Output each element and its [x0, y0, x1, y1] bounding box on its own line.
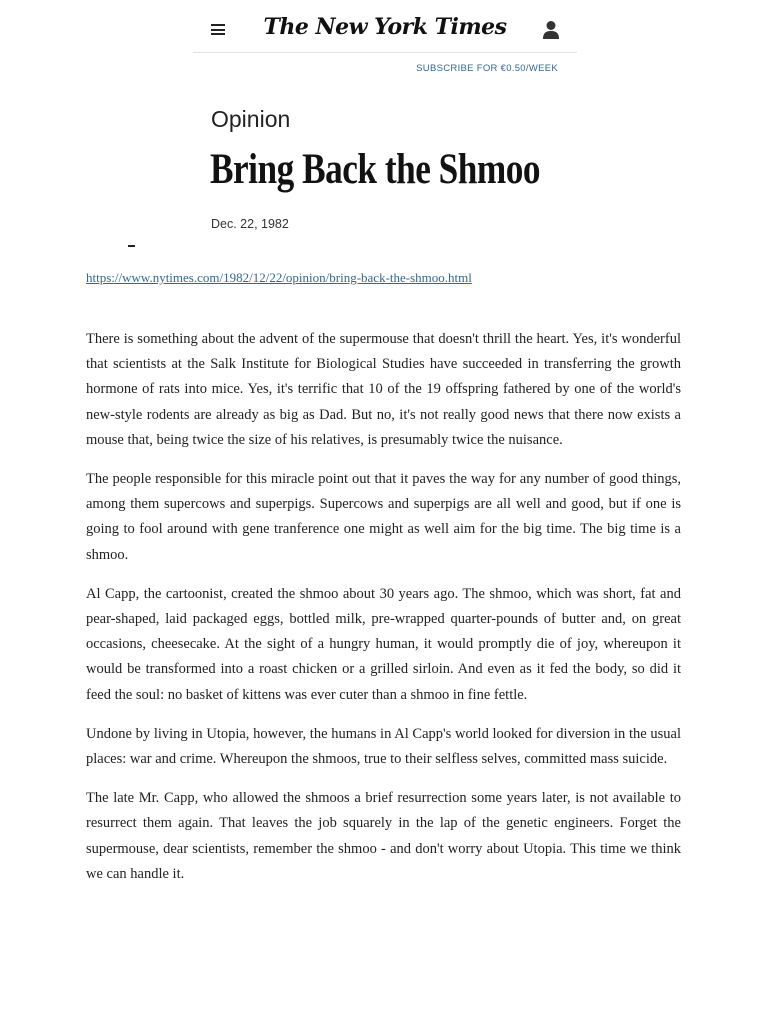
- separator-dash: [128, 245, 135, 247]
- user-account-icon[interactable]: [542, 20, 560, 40]
- site-header: [193, 0, 577, 53]
- article-paragraph: There is something about the advent of the supermouse that doesn't thrill the heart. Yes, it's wonderful that scientists at the Salk Institute for Biological Studies have succeeded in transferring the growth hormone of rats into mice. Yes, it's terrific that 10 of the 19 offspring fathered by one of the world's new-style rodents are already as big as Dad. But no, it's not really good news that there now exists a mouse that, being twice the size of his relatives, is presumably twice the nuisance.: [86, 331, 681, 448]
- article-paragraph: Undone by living in Utopia, however, the humans in Al Capp's world looked for diversion in the usual places: war and crime. Whereupon the shmoos, true to their selfless selves, committed mass suicide.: [86, 725, 681, 768]
- article-paragraph: Al Capp, the cartoonist, created the shmoo about 30 years ago. The shmoo, which was short, fat and pear-shaped, laid packaged eggs, bottled milk, pre-wrapped quarter-pounds of butter and, on great occasions, cheesecake. At the sight of a hungry human, it would promptly die of joy, whereupon it would be transformed into a roast chicken or a grilled sirloin. And even as it fed the body, so did it feed the soul: no basket of kittens was ever cuter than a shmoo in fine fettle.: [86, 585, 681, 703]
- article-date: Dec. 22, 1982: [211, 217, 289, 231]
- site-logo[interactable]: The New York Times: [263, 14, 507, 40]
- article-headline: Bring Back the Shmoo: [210, 146, 541, 193]
- article-body: [86, 327, 681, 901]
- article-paragraph: The late Mr. Capp, who allowed the shmoos a brief resurrection some years later, is not available to resurrect them again. That leaves the job squarely in the lap of the genetic engineers. Forget the supermouse, dear scientists, remember the shmoo - and don't worry about Utopia. This time we think we can handle it.: [86, 790, 681, 882]
- subscribe-link[interactable]: SUBSCRIBE FOR €0.50/WEEK: [416, 63, 558, 74]
- section-kicker[interactable]: Opinion: [211, 106, 291, 132]
- article-url-link[interactable]: https://www.nytimes.com/1982/12/22/opinion/bring-back-the-shmoo.html: [86, 270, 472, 285]
- article-paragraph: The people responsible for this miracle point out that it paves the way for any number of good things, among them supercows and superpigs. Supercows and superpigs are all well and good, but if one is going to fool around with gene tranference one might as well aim for the big time. The big time is a shmoo.: [86, 471, 681, 563]
